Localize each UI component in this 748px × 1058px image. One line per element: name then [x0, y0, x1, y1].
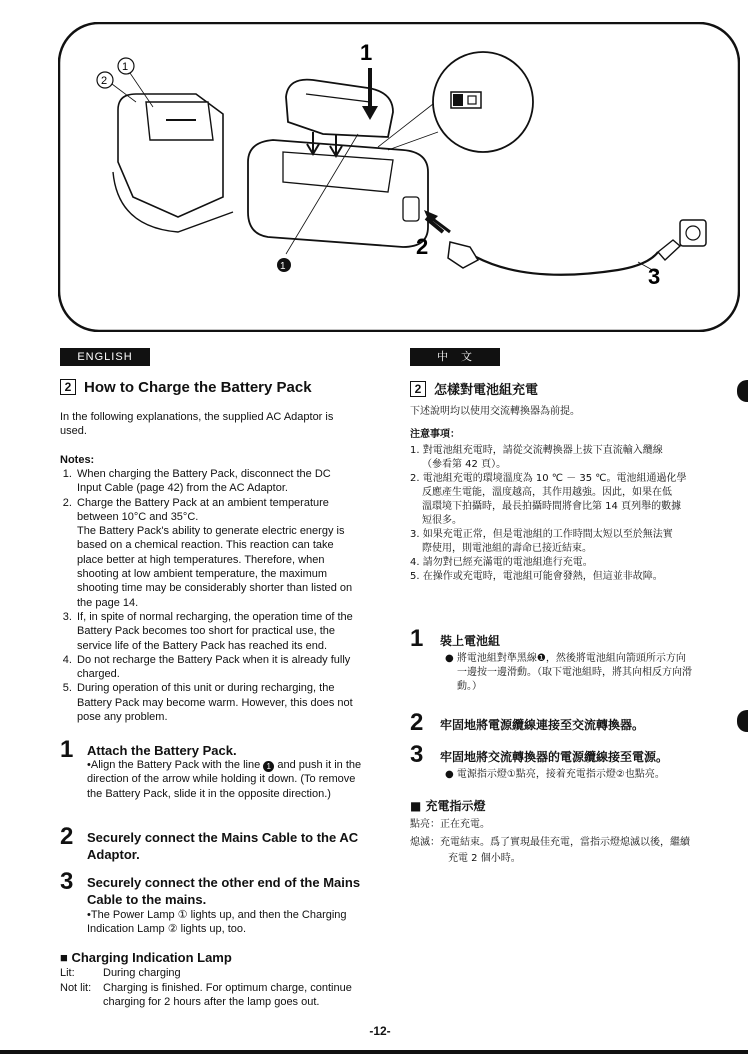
en-intro: In the following explanations, the supplied AC Adaptor is used. [60, 411, 334, 438]
en-note-4: 4. Do not recharge the Battery Pack when it is already fully charged. [75, 653, 354, 682]
zh-step-3-bullet: ● 電源指示燈①點亮，接着充電指示燈②也點亮。 [445, 769, 665, 780]
en-step-3-number: 3 [60, 868, 74, 895]
en-section-title [60, 379, 380, 397]
lamp-zoom-circle [378, 52, 533, 152]
en-lamp-heading: ■ Charging Indication Lamp [60, 950, 232, 965]
en-step-2 [60, 823, 380, 869]
zh-lamp-off-2: 充電 2 個小時。 [448, 853, 521, 864]
zh-step-1-line-1: ● 將電池組對準黑線❶，然後將電池組向箭頭所示方向 [445, 653, 686, 664]
zh-note-line-1: 1. 對電池組充電時，請從交流轉換器上拔下直流輸入纜線 [410, 445, 663, 456]
en-step-2-title: Securely connect the Mains Cable to the AC Adaptor. [87, 830, 359, 862]
bottom-rule [0, 1050, 748, 1054]
zh-notes-list [410, 444, 730, 584]
zh-note-line-3: 2. 電池組充電的環境溫度為 10 ℃ － 35 ℃。電池組通過化學 [410, 473, 687, 484]
mark-pointer-label: 1 [280, 261, 286, 272]
zh-note-line-8: 際使用，則電池組的壽命已接近結束。 [422, 543, 592, 554]
page-number: -12- [369, 1024, 391, 1038]
callout-step-2: 2 [416, 234, 429, 259]
en-lamp-lit-value: During charging [103, 967, 181, 979]
en-lamp-lit-key: Lit: [60, 967, 75, 979]
en-step-1-bullet-b: and push it in the direction of the arrow while holding it down. (To remove the Battery Pack, slide it in the opposite direction.) [87, 759, 362, 800]
zh-note-line-7: 3. 如果充電正常，但是電池組的工作時間太短以至於無法實 [410, 529, 673, 540]
en-note-2-extra: The Battery Pack's ability to generate electric energy is based on a chemical reaction. This reaction can take place better at high temperatures. Therefore, when shooting at low ambient temperature, the maximum shooting time may be considerably shorter than listed on the page 14. [77, 525, 353, 609]
zh-note-line-4: 反應產生電能，溫度越高，其作用越強。因此，如果在低 [422, 487, 672, 498]
zh-title-text: 怎樣對電池組充電 [434, 383, 539, 398]
zh-step-1-title: 裝上電池組 [440, 634, 501, 648]
en-note-5: 5. During operation of this unit or during recharging, the Battery Pack may become warm. However, this does not pose any problem. [75, 681, 354, 724]
zh-note-line-5: 溫環境下拍攝時，最長拍攝時間將會比第 14 頁列舉的數據 [422, 501, 682, 512]
ac-adaptor-drawing [248, 140, 428, 247]
en-step-2-number: 2 [60, 823, 74, 850]
zh-note-line-2: （參看第 42 頁）。 [422, 459, 507, 470]
zh-step-1-bullet [445, 652, 735, 694]
en-section-number: 2 [60, 379, 76, 395]
en-title-text: How to Charge the Battery Pack [84, 379, 312, 396]
en-lamp-notlit-key: Not lit: [60, 982, 92, 994]
zh-intro: 下述說明均以使用交流轉換器為前提。 [410, 406, 580, 417]
battery-inset-drawing [113, 94, 233, 232]
en-step-1-bullet [87, 758, 362, 801]
line-mark-icon: 1 [263, 761, 274, 772]
zh-step-2 [410, 709, 730, 746]
en-step-1-number: 1 [60, 736, 74, 763]
zh-note-line-6: 短很多。 [422, 515, 462, 526]
zh-notes-heading: 注意事項： [410, 429, 460, 440]
zh-step-3-title: 牢固地將交流轉換器的電源纜線接至電源。 [440, 750, 669, 764]
en-notes-list [60, 467, 354, 724]
zh-step-2-number: 2 [410, 709, 424, 736]
callout-step-1: 1 [360, 40, 373, 65]
zh-section-number: 2 [410, 381, 426, 397]
english-tab: ENGLISH [60, 348, 150, 366]
zh-step-1-line-3: 動。） [457, 681, 482, 692]
zh-lamp-off-1: 熄滅：充電結束。爲了實現最佳充電，當指示燈熄滅以後，繼續 [410, 837, 690, 848]
callout-step-3: 3 [648, 264, 661, 289]
mains-cable-drawing [430, 217, 706, 275]
zh-section-title [410, 379, 730, 399]
zh-step-1-number: 1 [410, 625, 424, 652]
en-step-3-title: Securely connect the other end of the Mains Cable to the mains. [87, 875, 361, 907]
charging-illustration [58, 22, 740, 332]
en-step-1-bullet-a: •Align the Battery Pack with the line [87, 759, 264, 771]
edge-tab-upper [737, 380, 748, 402]
en-notes-heading: Notes: [60, 454, 95, 466]
zh-lamp-lit: 點亮：正在充電。 [410, 819, 490, 830]
zh-step-1-line-2: 一邊按一邊滑動。（取下電池組時，將其向相反方向滑 [457, 667, 692, 678]
en-step-3-bullet: •The Power Lamp ① lights up, and then the Charging Indication Lamp ② lights up, too. [87, 909, 347, 936]
edge-tab-lower [737, 710, 748, 732]
zh-lamp-heading: ■ 充電指示燈 [410, 799, 486, 813]
zh-note-line-9: 4. 請勿對已經充滿電的電池組進行充電。 [410, 557, 593, 568]
callout-2-label: 2 [101, 75, 108, 87]
en-lamp-row-not-lit [60, 981, 370, 1025]
zh-step-2-title: 牢固地將電源纜線連接至交流轉換器。 [440, 718, 645, 732]
chinese-tab: 中 文 [410, 348, 500, 366]
zh-step-3-number: 3 [410, 741, 424, 768]
en-lamp-row-lit [60, 966, 370, 982]
battery-pack-drawing [286, 80, 393, 137]
en-note-2-text: Charge the Battery Pack at an ambient temperature between 10°C and 35°C. [77, 496, 329, 523]
en-note-3: 3. If, in spite of normal recharging, the operation time of the Battery Pack becomes too short for practical use, the service life of the Battery Pack has reached its end. [75, 610, 354, 653]
en-step-1-title: Attach the Battery Pack. [87, 743, 237, 758]
callout-1-label: 1 [122, 61, 129, 73]
en-note-1: 1. When charging the Battery Pack, disconnect the DC Input Cable (page 42) from the AC Adaptor. [75, 467, 354, 496]
zh-note-line-10: 5. 在操作或充電時，電池組可能會發熱，但這並非故障。 [410, 571, 663, 582]
en-lamp-notlit-value: Charging is finished. For optimum charge, continue charging for 2 hours after the lamp goes out. [103, 982, 352, 1009]
en-note-2 [75, 496, 354, 610]
